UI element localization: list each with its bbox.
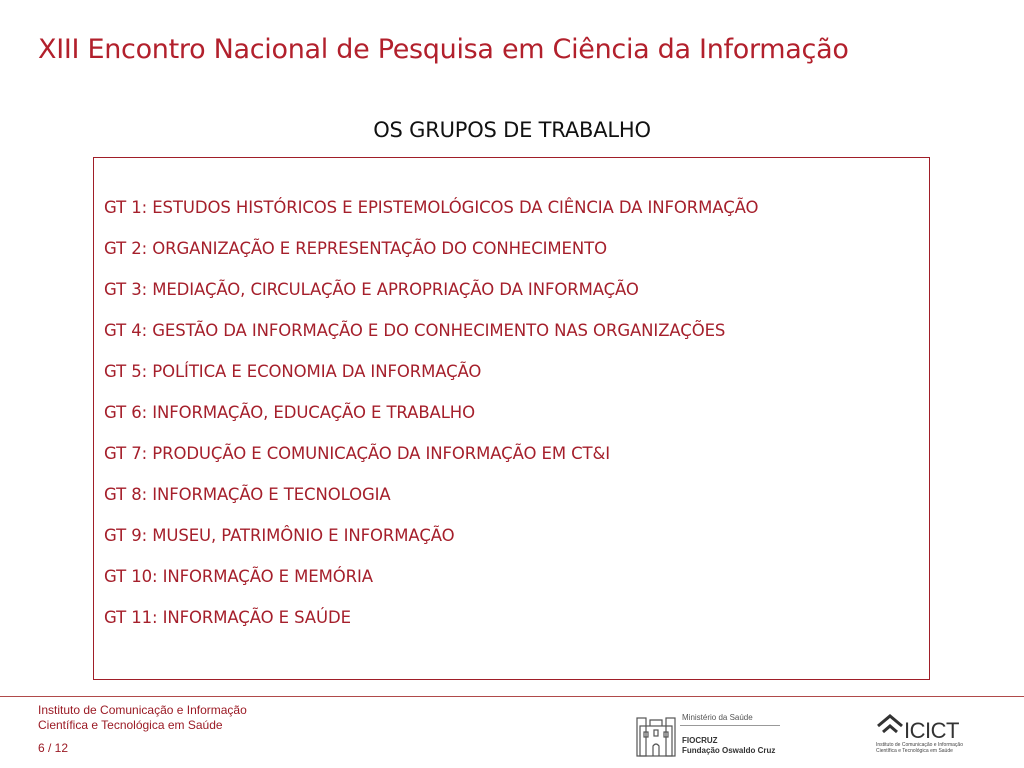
fiocruz-short-name: FIOCRUZ [682, 736, 718, 745]
section-heading: OS GRUPOS DE TRABALHO [373, 118, 651, 142]
working-group-item: GT 7: PRODUÇÃO E COMUNICAÇÃO DA INFORMAÇÃO EM CT&I [104, 444, 611, 463]
fiocruz-ministry-label: Ministério da Saúde [682, 713, 753, 722]
icict-subtitle-line1: Instituto de Comunicação e Informação [876, 742, 963, 748]
working-group-item: GT 4: GESTÃO DA INFORMAÇÃO E DO CONHECIMENTO NAS ORGANIZAÇÕES [104, 321, 726, 340]
icict-emblem-icon [876, 712, 906, 740]
working-group-item: GT 8: INFORMAÇÃO E TECNOLOGIA [104, 485, 391, 504]
fiocruz-name [682, 736, 775, 756]
working-groups-list [104, 192, 904, 643]
icict-subtitle [876, 742, 986, 754]
fiocruz-full-name: Fundação Oswaldo Cruz [682, 746, 776, 755]
working-group-item: GT 5: POLÍTICA E ECONOMIA DA INFORMAÇÃO [104, 362, 482, 381]
icict-logo [876, 712, 986, 762]
slide-title: XIII Encontro Nacional de Pesquisa em Ciência da Informação [38, 34, 849, 65]
working-group-item: GT 11: INFORMAÇÃO E SAÚDE [104, 608, 351, 627]
fiocruz-divider [680, 725, 780, 726]
working-group-item: GT 6: INFORMAÇÃO, EDUCAÇÃO E TRABALHO [104, 403, 476, 422]
working-group-item: GT 1: ESTUDOS HISTÓRICOS E EPISTEMOLÓGICOS DA CIÊNCIA DA INFORMAÇÃO [104, 198, 759, 217]
icict-subtitle-line2: Científica e Tecnológica em Saúde [876, 748, 953, 754]
icict-name: ICICT [904, 718, 959, 743]
footer-institute-line1: Instituto de Comunicação e Informação [38, 703, 247, 717]
footer-institute-line2: Científica e Tecnológica em Saúde [38, 718, 223, 732]
working-groups-box [93, 157, 930, 680]
footer-divider [0, 696, 1024, 697]
page-counter: 6 / 12 [38, 741, 69, 755]
working-group-item: GT 10: INFORMAÇÃO E MEMÓRIA [104, 567, 373, 586]
working-group-item: GT 2: ORGANIZAÇÃO E REPRESENTAÇÃO DO CONHECIMENTO [104, 239, 607, 258]
working-group-item: GT 9: MUSEU, PATRIMÔNIO E INFORMAÇÃO [104, 526, 455, 545]
footer-institute [38, 703, 247, 733]
fiocruz-logo [636, 712, 786, 758]
fiocruz-castle-icon [636, 712, 676, 758]
working-group-item: GT 3: MEDIAÇÃO, CIRCULAÇÃO E APROPRIAÇÃO DA INFORMAÇÃO [104, 280, 639, 299]
